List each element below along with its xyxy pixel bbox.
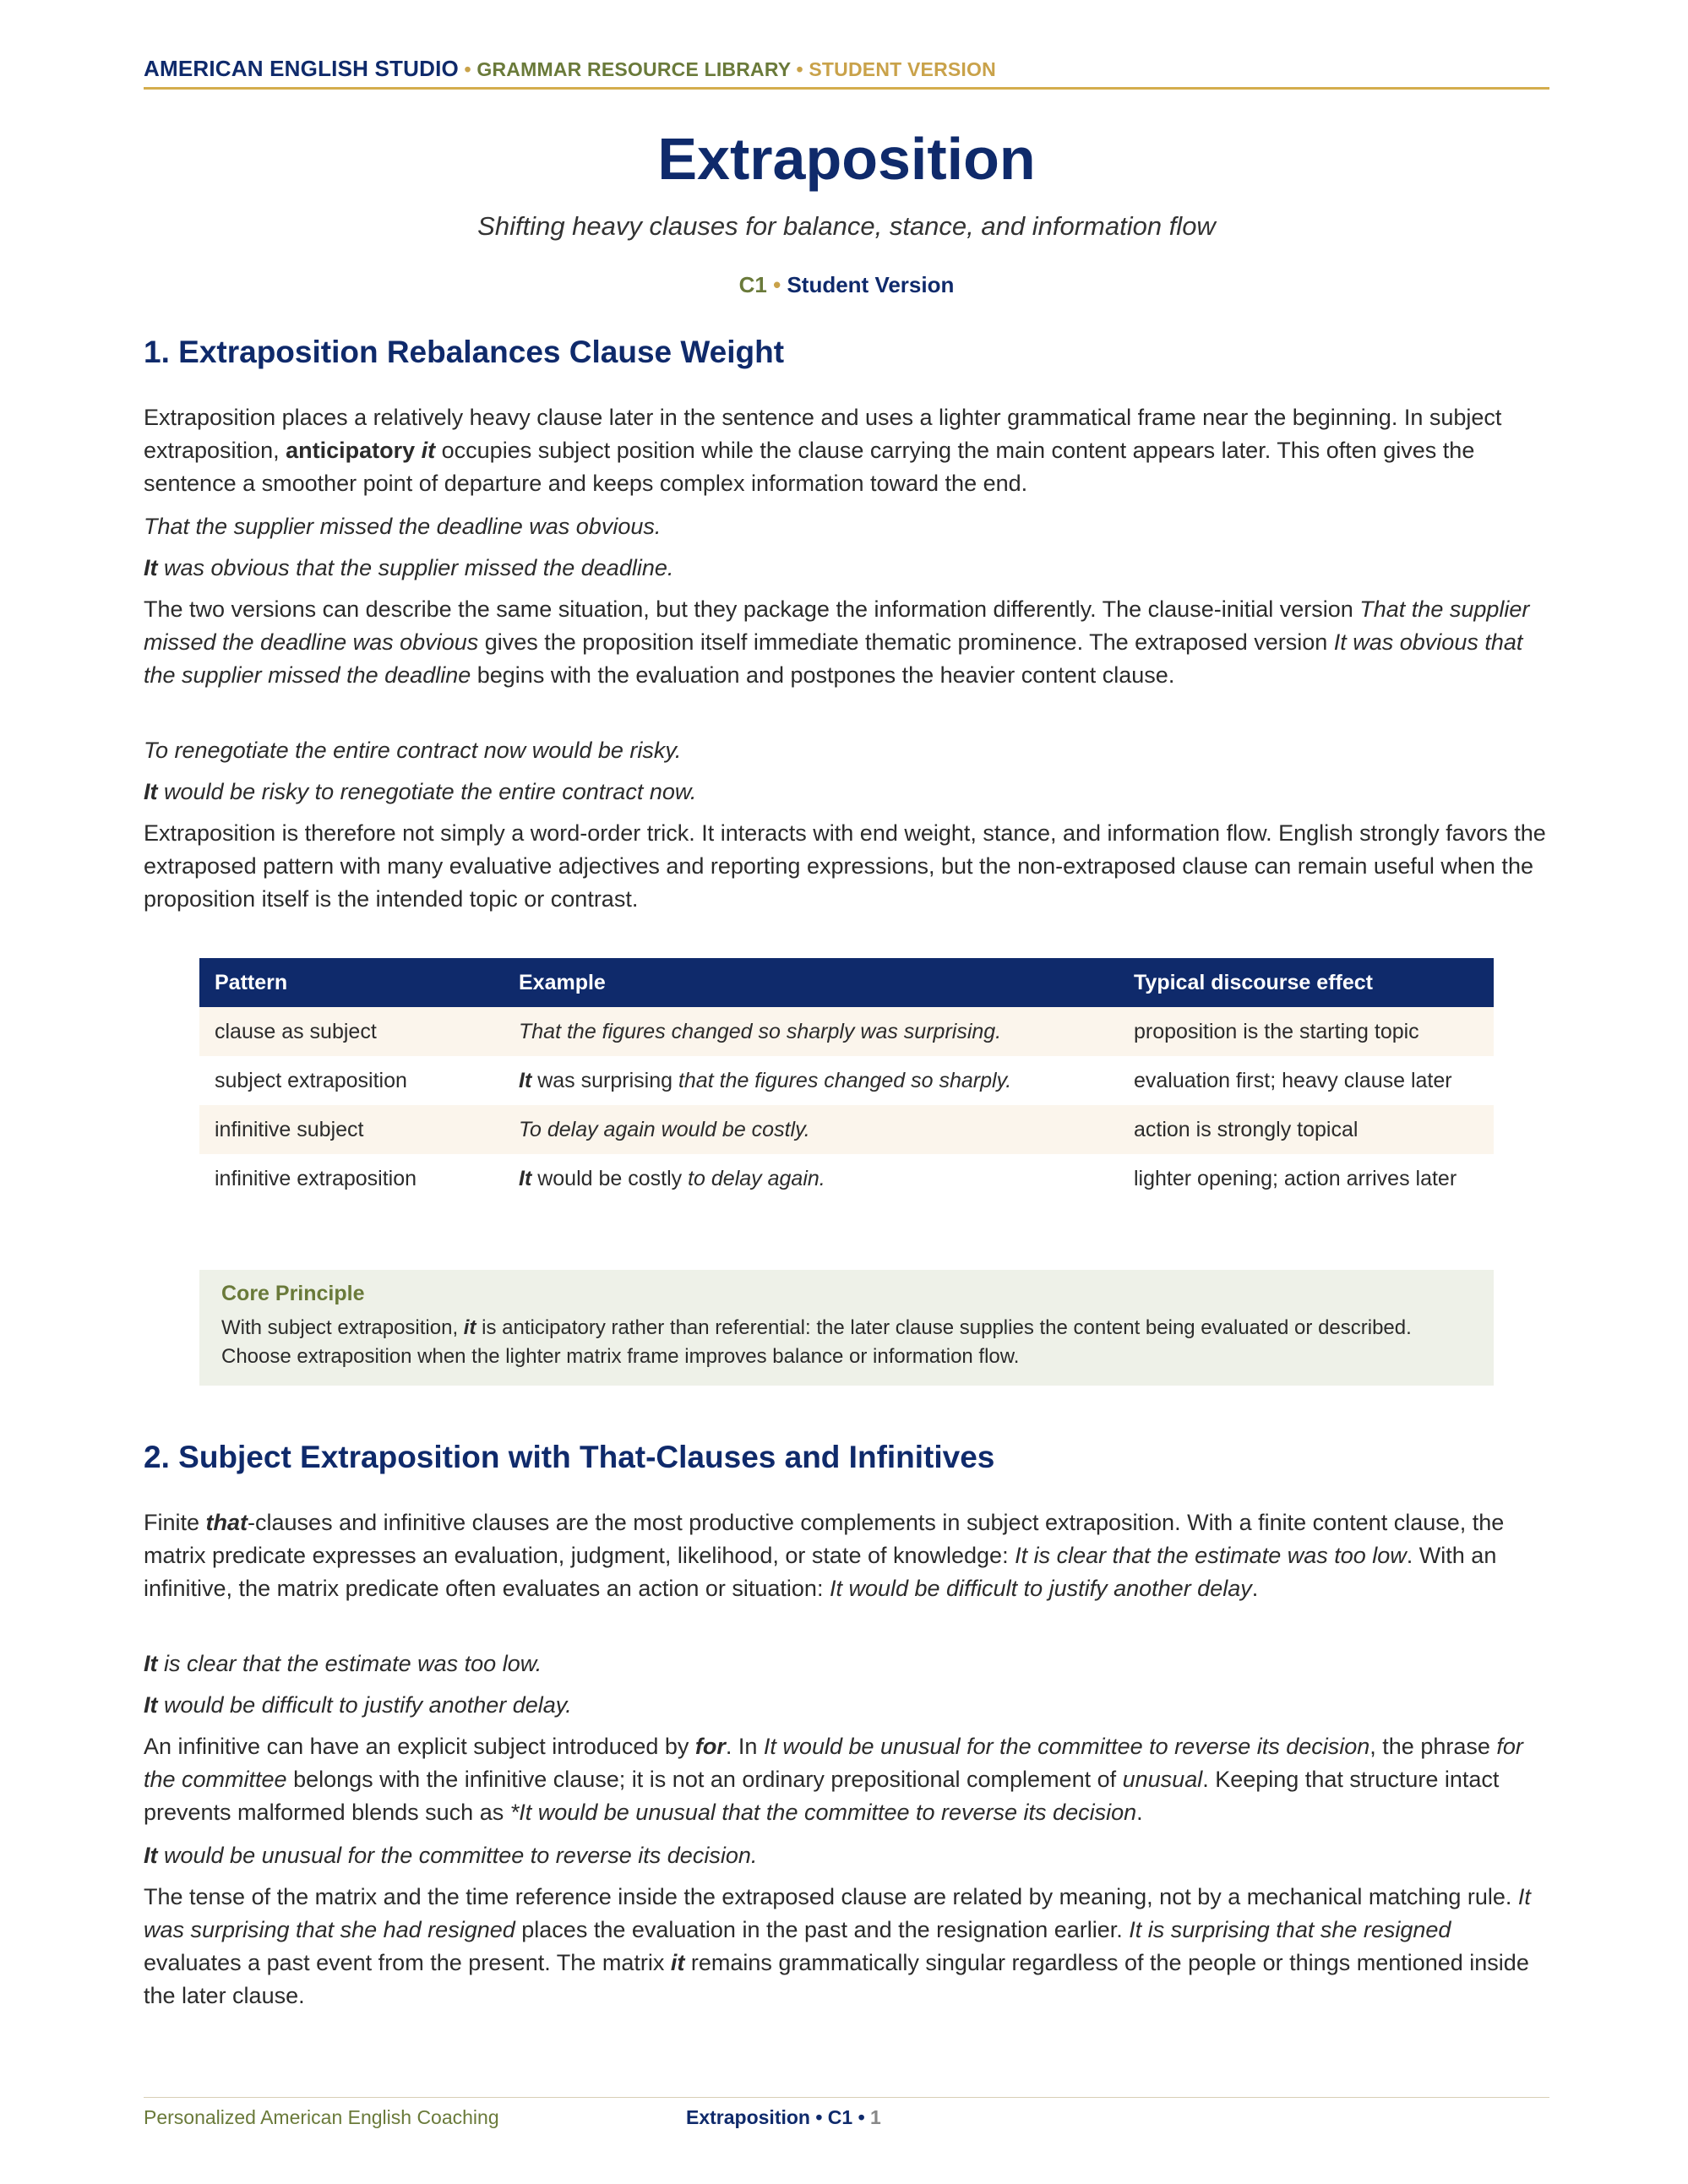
anticipatory-it: It [144, 555, 158, 580]
text-run: An infinitive can have an explicit subject introduced by [144, 1734, 695, 1759]
column-header: Example [504, 958, 1119, 1007]
example-sentence [144, 552, 1549, 585]
italic-example: It was obvious that the supplier missed the deadline [144, 629, 1523, 688]
text-run: belongs with the infinitive clause; it is not an ordinary prepositional complement of [286, 1767, 1123, 1792]
table-cell: proposition is the starting topic [1119, 1007, 1494, 1056]
table-cell [504, 1056, 1119, 1105]
text-run: would be unusual for the committee to reverse its decision. [157, 1843, 758, 1868]
section-1-heading: 1. Extraposition Rebalances Clause Weight [144, 335, 785, 369]
table-cell: action is strongly topical [1119, 1105, 1494, 1154]
anticipatory-it: It [144, 1651, 158, 1676]
table-cell [504, 1154, 1119, 1203]
text-run: Finite [144, 1510, 206, 1535]
table-cell [504, 1007, 1119, 1056]
level-version: Student Version [787, 272, 955, 297]
example-sentence: That the supplier missed the deadline was obvious. [144, 514, 662, 539]
text-run: Extraposition places a relatively heavy clause later in the sentence and uses a lighter grammatical frame near the beginning. In subject extraposition, [144, 405, 1502, 463]
text-run: places the evaluation in the past and the resignation earlier. [515, 1917, 1130, 1942]
core-principle-box [199, 1270, 1494, 1386]
italic-example: for the committee [144, 1734, 1523, 1792]
text-run: begins with the evaluation and postpones the heavier content clause. [471, 662, 1175, 688]
table-cell: clause as subject [199, 1007, 504, 1056]
italic-example: unusual [1122, 1767, 1203, 1792]
example-sentence [144, 1839, 1549, 1872]
italic-example: It was surprising that she had resigned [144, 1884, 1531, 1942]
table-row [199, 1056, 1494, 1105]
text-run: was obvious that the supplier missed the deadline. [157, 555, 674, 580]
separator-dot: • [796, 58, 803, 80]
table-row [199, 1154, 1494, 1203]
table-cell [504, 1105, 1119, 1154]
level-line [144, 272, 1549, 298]
section-2-paragraph-2 [144, 1730, 1549, 1829]
text-run: was surprising [531, 1068, 678, 1092]
level-badge: C1 [738, 272, 767, 297]
italic-example: to delay again. [688, 1166, 825, 1190]
text-run: With subject extraposition, [221, 1316, 464, 1339]
anticipatory-it: it [463, 1316, 476, 1339]
text-run: would be risky to renegotiate the entire contract now. [157, 779, 697, 804]
text-run: occupies subject position while the clause carrying the main content appears later. This often gives the sentence a smoother point of departure and keeps complex information toward the end. [144, 438, 1475, 496]
anticipatory-it: It [519, 1166, 532, 1190]
example-sentence [144, 1648, 1549, 1680]
table-cell: infinitive subject [199, 1105, 504, 1154]
core-principle-text [221, 1314, 1472, 1371]
text-run: , the phrase [1369, 1734, 1497, 1759]
text-run: . With an infinitive, the matrix predicate often evaluates an action or situation: [144, 1543, 1497, 1601]
separator-dot: • [464, 58, 471, 80]
text-run: evaluates a past event from the present. The matrix [144, 1950, 671, 1975]
footer-left-text: Personalized American English Coaching [144, 2106, 499, 2128]
page-title: Extraposition [657, 126, 1036, 192]
footer-rule [144, 2097, 1549, 2098]
core-principle-title: Core Principle [221, 1282, 365, 1305]
section-1-paragraph-3: Extraposition is therefore not simply a word-order trick. It interacts with end weight, stance, and information flow. English strongly favors the extraposed pattern with many evaluative adjectives and reporting expressions, but the non-extraposed clause can remain useful when the proposition itself is the intended topic or contrast. [144, 820, 1546, 912]
italic-example: That the supplier missed the deadline was obvious [144, 596, 1530, 655]
bold-italic-term: that [205, 1510, 248, 1535]
table-row [199, 1007, 1494, 1056]
table-cell: lighter opening; action arrives later [1134, 1166, 1457, 1190]
footer-doc-label: Extraposition • C1 • [686, 2106, 865, 2128]
table-header-row [199, 958, 1494, 1007]
italic-example: It is clear that the estimate was too low [1015, 1543, 1407, 1568]
table-cell: subject extraposition [215, 1068, 407, 1092]
table-cell: infinitive extraposition [215, 1166, 417, 1190]
bold-italic-term: for [694, 1734, 726, 1759]
bold-italic-term: it [670, 1950, 685, 1975]
italic-example: It is surprising that she resigned [1129, 1917, 1451, 1942]
header-rule [144, 87, 1549, 90]
text-run: remains grammatically singular regardless of the people or things mentioned inside the later clause. [144, 1950, 1529, 2008]
text-run: . [1136, 1800, 1143, 1825]
section-1-paragraph-2 [144, 593, 1549, 692]
section-2-heading: 2. Subject Extraposition with That-Clauses and Infinitives [144, 1440, 995, 1474]
anticipatory-it: It [144, 1692, 158, 1718]
section-2-paragraph-3 [144, 1881, 1549, 2012]
example-sentence: To renegotiate the entire contract now would be risky. [144, 738, 682, 763]
table-row [199, 1105, 1494, 1154]
section-2-paragraph-1 [144, 1506, 1549, 1605]
version-tag: STUDENT VERSION [809, 58, 996, 80]
text-run: . In [725, 1734, 764, 1759]
text-run: . [1251, 1576, 1259, 1601]
anticipatory-it: It [144, 1843, 158, 1868]
text-run: gives the proposition itself immediate thematic prominence. The extraposed version [478, 629, 1334, 655]
section-1-paragraph-1 [144, 401, 1549, 500]
bold-italic-term: it [421, 438, 436, 463]
text-run: would be difficult to justify another delay. [157, 1692, 572, 1718]
anticipatory-it: It [144, 779, 158, 804]
bold-term: anticipatory [286, 438, 422, 463]
separator-dot: • [773, 272, 781, 297]
column-header: Typical discourse effect [1119, 958, 1494, 1007]
pattern-table [199, 958, 1494, 1203]
column-header: Pattern [199, 958, 504, 1007]
anticipatory-it: It [519, 1068, 532, 1092]
italic-example: that the figures changed so sharply. [678, 1068, 1012, 1092]
italic-example: It would be unusual for the committee to reverse its decision [763, 1734, 1370, 1759]
text-run: -clauses and infinitive clauses are the most productive complements in subject extraposition. With a finite content clause, the matrix predicate expresses an evaluation, judgment, likelihood, or state of knowledge: [144, 1510, 1505, 1568]
text-run: . Keeping that structure intact prevents malformed blends such as [144, 1767, 1500, 1825]
italic-example: That the figures changed so sharply was surprising. [519, 1019, 1002, 1043]
table-cell: evaluation first; heavy clause later [1134, 1068, 1452, 1092]
text-run: would be costly [531, 1166, 689, 1190]
italic-example: It would be difficult to justify another delay [829, 1576, 1252, 1601]
page-number: 1 [870, 2106, 881, 2128]
footer-center [686, 2106, 881, 2129]
page-subtitle: Shifting heavy clauses for balance, stance, and information flow [477, 211, 1216, 241]
library-name: GRAMMAR RESOURCE LIBRARY [476, 58, 791, 80]
example-sentence [144, 776, 1549, 809]
text-run: The tense of the matrix and the time reference inside the extraposed clause are related by meaning, not by a mechanical matching rule. [144, 1884, 1518, 1909]
italic-example: *It would be unusual that the committee to reverse its decision [509, 1800, 1137, 1825]
text-run: The two versions can describe the same situation, but they package the information differently. The clause-initial version [144, 596, 1360, 622]
example-sentence [144, 1689, 1549, 1722]
brand-name: AMERICAN ENGLISH STUDIO [144, 56, 459, 81]
text-run: is anticipatory rather than referential: the later clause supplies the content being evaluated or described. Choose extraposition when the lighter matrix frame improves balance or information flow. [221, 1316, 1412, 1368]
running-header [144, 56, 1549, 82]
text-run: is clear that the estimate was too low. [157, 1651, 542, 1676]
italic-example: To delay again would be costly. [519, 1117, 810, 1141]
